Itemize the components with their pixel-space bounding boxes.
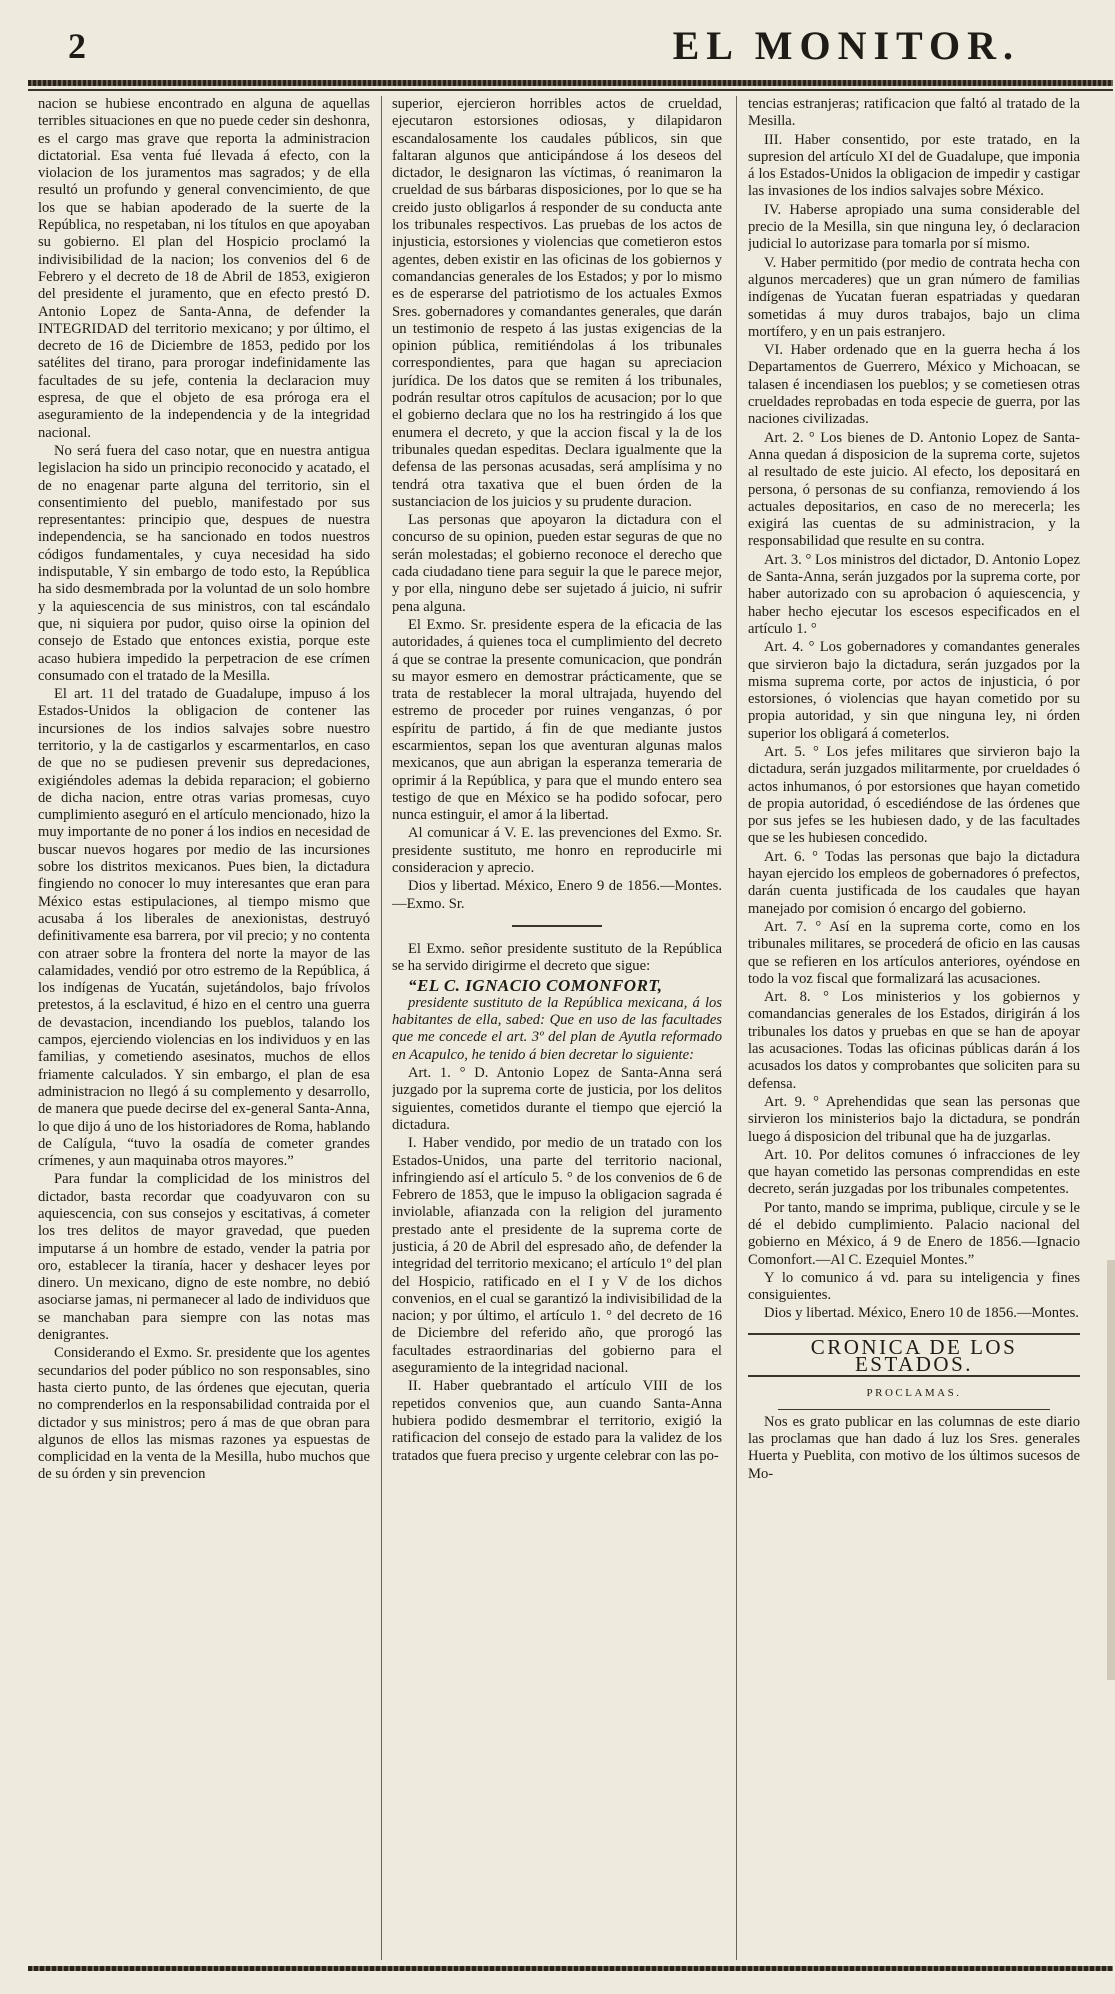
- decree-preamble: presidente sustituto de la República mexicana, á los habitantes de ella, sabed: Que en uso de las facultades que me concede el art. 3º del plan de Ayutla reformado en Acapulco, he tenido á bien decretar lo siguiente:: [392, 994, 722, 1063]
- decree-article: Art. 7. ° Así en la suprema corte, como en los tribunales militares, se procederá de oficio en las causas que se refieren en los artículos anteriores, oyéndose en todo la voz fiscal que formalizará las acusaciones.: [748, 918, 1080, 987]
- paragraph: Nos es grato publicar en las columnas de este diario las proclamas que han dado á luz los Sres. generales Huerta y Pueblita, con motivo de los últimos sucesos de Mo-: [748, 1413, 1080, 1482]
- decree-article: Art. 6. ° Todas las personas que bajo la dictadura hayan ejercido los empleos de gobernadores ó prefectos, darán cuenta justificada de los caudales que hayan manejado por comision ó encargo del gobierno.: [748, 848, 1080, 917]
- decree-article: V. Haber permitido (por medio de contrata hecha con algunos mercaderes) que un gran número de familias indígenas de Yucatan fueran espatriadas y quedaran sometidas á muy duros trabajos, bajo un clima mortífero, y en un pais estranjero.: [748, 254, 1080, 340]
- decree-article: III. Haber consentido, por este tratado, en la supresion del artículo XI del de Guadalupe, que imponia á los Estados-Unidos la obligacion de impedir y castigar las invasiones de los indios salvajes sobre México.: [748, 131, 1080, 200]
- signature-line: Dios y libertad. México, Enero 10 de 1856.—Montes.: [764, 1305, 1079, 1322]
- footer-rule: [28, 1966, 1113, 1971]
- subsection-title: PROCLAMAS.: [866, 1387, 962, 1400]
- header-rule-thin: [28, 89, 1113, 91]
- paragraph: superior, ejercieron horribles actos de crueldad, ejecutaron estorsiones odiosas, y dilapidaron escandalosamente los caudales públicos, sin que faltaran algunos que anticipándose á los deseos del dictador, le designaron las víctimas, ó reanimaron la crueldad de sus bárbaras disposiciones, por lo que se ha creido justo obligarlos á responder de su conducta ante los tribunales respectivos. Las pruebas de los actos de injusticia, estorsiones y violencias que cometieron estos agentes, deben existir en las oficinas de los gobiernos y comandancias generales de los Estados; y por lo mismo es de esperarse del patriotismo de los actuales Exmos Sres. gobernadores y comandantes generales, que darán un testimonio de respeto á las justas exigencias de la opinion pública, remitiéndolas á los tribunales correspondientes, para que hagan su apreciacion jurídica. De los datos que se remiten á los tribunales, podrán resultar otros capítulos de acusacion; por lo que el gobierno declara que no los ha restringido á los que enumera el decreto, y que la accion fiscal y la de los tribunales quedan espeditas. Declara igualmente que la defensa de las personas acusadas, será amplísima y no tendrá otra taxativa que el buen órden de la sustanciacion de los juicios y su prudente duracion.: [392, 96, 722, 510]
- paragraph: No será fuera del caso notar, que en nuestra antigua legislacion ha sido un principio reconocido y acatado, el de no enagenar parte alguna del territorio, sin el consentimiento del pueblo, manifestado por sus representantes: principio que, despues de nuestra independencia, se ha sancionado en todos nuestros códigos fundamentales, y cuya necesidad ha sido indisputable, Y sin embargo de todo esto, la República ha sido desmembrada por la voluntad de un solo hombre y la aquiescencia de sus ministros, con tal escándalo que, ni siquiera por pudor, quiso oirse la opinion del consejo de Estado que entonces existia, porque este acaso hubiera impedido la perpetracion de ese crímen consumado con el tratado de la Mesilla.: [38, 442, 370, 684]
- signature-line: Dios y libertad. México, Enero 9 de 1856.—Montes.—Exmo. Sr.: [392, 878, 722, 912]
- decree-article: Art. 1. ° D. Antonio Lopez de Santa-Anna será juzgado por la suprema corte de justicia, por los delitos siguientes, cometidos durante el tiempo que ejerció la dictadura.: [392, 1065, 722, 1133]
- column-3: [748, 96, 1080, 1960]
- column-divider: [736, 96, 737, 1960]
- paragraph: Las personas que apoyaron la dictadura con el concurso de su opinion, pueden estar seguras de que no serán molestadas; el gobierno reconoce el derecho que cada ciudadano tiene para seguir la que le parece mejor, y por ella, ninguno debe ser sujetado á juicio, ni sufrir pena alguna.: [392, 512, 722, 615]
- decree-article: Art. 3. ° Los ministros del dictador, D. Antonio Lopez de Santa-Anna, serán juzgados por la suprema corte, por haber autorizado con su aprobacion ó aquiescencia, y haber hecho ejecutar los escesos especificados en el artículo 1. °: [748, 551, 1080, 637]
- column-divider: [381, 96, 382, 1960]
- decree-article: I. Haber vendido, por medio de un tratado con los Estados-Unidos, una parte del territorio nacional, infringiendo así el artículo 5. ° de los convenios de 6 de Febrero de 1853, que le impuso la obligacion sagrada é inviolable, afianzada con la religion del juramento prestado ante el presidente de la suprema corte de justicia, á 20 de Abril del espresado año, de defender la integridad del territorio mexicano; el artículo 1º del plan del Hospicio, ratificado en el I y V de los dichos convenios, en el cual se garantizó la indivisibilidad de la nacion; y por último, el artículo 1. ° del decreto de 16 de Diciembre del referido año, que prorogó las facultades estraordinarias del gobierno para el aseguramiento de la integridad nacional.: [392, 1135, 722, 1377]
- decree-article: Art. 10. Por delitos comunes ó infracciones de ley que hayan cometido las personas comprendidas en este decreto, serán juzgadas por los tribunales competentes.: [748, 1146, 1080, 1198]
- paragraph: Por tanto, mando se imprima, publique, circule y se le dé el debido cumplimiento. Palacio nacional del gobierno en México, á 9 de Enero de 1856.—Ignacio Comonfort.—Al C. Ezequiel Montes.”: [748, 1199, 1080, 1268]
- page-number: 2: [68, 26, 86, 66]
- masthead-title: EL MONITOR.: [672, 23, 1020, 68]
- decree-article: Art. 9. ° Aprehendidas que sean las personas que sirvieron los ministerios bajo la dictadura, se pondrán luego á disposicion del tribunal que ha de juzgarlas.: [748, 1093, 1080, 1145]
- column-2: [392, 96, 722, 1960]
- decree-heading: “EL C. IGNACIO COMONFORT,: [408, 975, 663, 995]
- decree-article: II. Haber quebrantado el artículo VIII de los repetidos convenios que, aun cuando Santa-Anna hubiera podido desmembrar el territorio, exigió la ratificacion del consejo de estado para la validez de los tratados que fuera preciso y urgente celebrar con las po-: [392, 1378, 722, 1464]
- decree-article: VI. Haber ordenado que en la guerra hecha á los Departamentos de Guerrero, México y Michoacan, se talasen é incendiasen los pueblos; y se cometiesen otras crueldades reprobadas en toda especie de guerra, por las naciones civilizadas.: [748, 342, 1080, 428]
- section-title: CRONICA DE LOS ESTADOS.: [748, 1333, 1080, 1378]
- paragraph: tencias estranjeras; ratificacion que faltó al tratado de la Mesilla.: [748, 96, 1080, 130]
- paragraph: Para fundar la complicidad de los ministros del dictador, basta recordar que coadyuvaron con su aquiescencia, con sus consejos y escitativas, á cometer los tres delitos de mayor gravedad, que pueden imputarse á un hombre de estado, vender la patria por oro, establecer la tiranía, hacer y deshacer leyes por dinero. Un mexicano, digno de este nombre, no debió asociarse jamas, ni permanecer al lado de individuos que se manchaban para siempre con las notas mas denigrantes.: [38, 1171, 370, 1344]
- paragraph: nacion se hubiese encontrado en alguna de aquellas terribles situaciones en que no puede ceder sin deshonra, es el cargo mas grave que reporta la administracion dictatorial. Esa venta fué llevada á efecto, con la violacion de los juramentos mas sagrados; y de ella resultó un profundo y general convencimiento, de que los que se habian apoderado de la suerte de la República, no respetaban, ni los títulos en que apoyaban su gobierno. El plan del Hospicio proclamó la indivisibilidad de la nacion; los convenios del 6 de Febrero y el decreto de 18 de Abril de 1853, exigieron del presidente el juramento, que en efecto prestó D. Antonio Lopez de Santa-Anna, de defender la INTEGRIDAD del territorio mexicano; y por último, el decreto de 16 de Diciembre de 1853, pedido por los satélites del tirano, para prorogar indefinidamente las facultades de su jefe, contenia la declaracion muy espresa, de que el objeto de esa próroga era el aseguramiento de la independencia y de la integridad nacional.: [38, 96, 370, 441]
- page-header: [30, 22, 1080, 72]
- paragraph: Considerando el Exmo. Sr. presidente que los agentes secundarios del poder público no son responsables, sino hasta cierto punto, de las órdenes que ejecutan, queria no comprenderlos en la responsabilidad contraida por el dictador y sus ministros; pero á mas de que obran para algunos de ellos las mismas razones ya espuestas de complicidad en la venta de la Mesilla, hubo muchos que de su órden y sin prevencion: [38, 1345, 370, 1483]
- paragraph: El Exmo. Sr. presidente espera de la eficacia de las autoridades, á quienes toca el cumplimiento del decreto á que se contrae la presente comunicacion, que pondrán su mayor esmero en demostrar prácticamente, que se trata de restablecer la moral ultrajada, huyendo del estremo de proceder por ruines venganzas, ó por espíritu de partido, á fin de que mediante justos escarmientos, sepan los que aventuran algunas malos mexicanos, que aun abrigan la esperanza temeraria de oprimir á la República, y para que el mundo entero sea testigo de que en México se ha podido sofocar, pero nunca estinguir, el amor á la libertad.: [392, 616, 722, 824]
- decree-intro: El Exmo. señor presidente sustituto de la República se ha servido dirigirme el decreto que sigue:: [392, 940, 722, 975]
- header-rule: [28, 80, 1113, 86]
- decree-article: Art. 8. ° Los ministerios y los gobiernos y comandancias generales de los Estados, dirigirán á los tribunales los datos y pruebas en que se han de apoyar las acusaciones. Todas las oficinas públicas darán á los acusados los datos y comprobantes que soliciten para su defensa.: [748, 989, 1080, 1092]
- paragraph: Al comunicar á V. E. las prevenciones del Exmo. Sr. presidente sustituto, me honro en reproducirle mi consideracion y aprecio.: [392, 825, 722, 877]
- decree-article: Art. 2. ° Los bienes de D. Antonio Lopez de Santa-Anna quedan á disposicion de la suprema corte, sujetos al resultado de este juicio. Al efecto, los depositará en persona, ó personas de su confianza, removiendo á los actuales depositarios, en caso de no merecerla; les exigirá las cuentas de su administracion, y la responsabilidad que resulte en su contra.: [748, 429, 1080, 550]
- subsection-rule: [778, 1409, 1050, 1410]
- section-separator: [512, 925, 602, 927]
- decree-article: Art. 4. ° Los gobernadores y comandantes generales que sirvieron bajo la dictadura, serán juzgados por la misma suprema corte, por actos de injusticia, ó por estorsiones, ó violencias que hayan cometido por su propia autoridad, y sin que ninguna ley, ni órden superior los obligará á cometerlos.: [748, 639, 1080, 742]
- paragraph: El art. 11 del tratado de Guadalupe, impuso á los Estados-Unidos la obligacion de contener las incursiones de los indios salvajes sobre nuestro territorio, y la de castigarlos y escarmentarlos, en caso de que no se pudiesen prevenir sus depredaciones, exigiéndoles ademas la debida reparacion; el gobierno de dicha nacion, entre otras varias promesas, cuyo cumplimiento aseguró en el artículo mencionado, hizo la muy importante de no poner á los indios en necesidad de buscar nuevos hogares por medio de las incursiones sobre los distritos mexicanos. Pues bien, la dictadura fingiendo no conocer lo muy interesantes que eran para México estas estipulaciones, al tiempo mismo que acusaba á los liberales de anexionistas, destruyó definitivamente esa barrera, por vil precio; y no contenta con atraer sobre la frontera del norte la mayor de las calamidades, vendió por otro estremo de la República, á los indígenas de Yucatán, sujetándolos, bajo frívolos pretestos, á la esclavitud, é hizo en el centro una guerra de devastacion, incendiando los pueblos, talando los campos, ejerciendo violencias en los individuos y en las familias, y cometiendo asesinatos, muchos de ellos friamente calculados. Y sin embargo, el plan de esa administracion no llegó á su complemento y desarrollo, de manera que puede decirse del ex-general Santa-Anna, lo que dijo á uno de los historiadores de Roma, hablando de Calígula, “tuvo la osadía de cometer grandes crímenes, y aun maquinaba otros mayores.”: [38, 686, 370, 1170]
- column-1: [38, 96, 370, 1960]
- paragraph: Y lo comunico á vd. para su inteligencia y fines consiguientes.: [748, 1269, 1080, 1304]
- decree-article: Art. 5. ° Los jefes militares que sirvieron bajo la dictadura, serán juzgados militarmente, por crueldades ó actos inhumanos, ó por estorsiones que hayan cometido de propia autoridad, ó escediéndose de las órdenes que por sus jefes se les hubiesen dado, y de las facultades que se les hubiesen concedido.: [748, 743, 1080, 847]
- decree-article: IV. Haberse apropiado una suma considerable del precio de la Mesilla, sin que ninguna ley, ó declaracion judicial lo autorizase para tomarla por sí mismo.: [748, 201, 1080, 253]
- page-edge-shadow: [1107, 1260, 1115, 1680]
